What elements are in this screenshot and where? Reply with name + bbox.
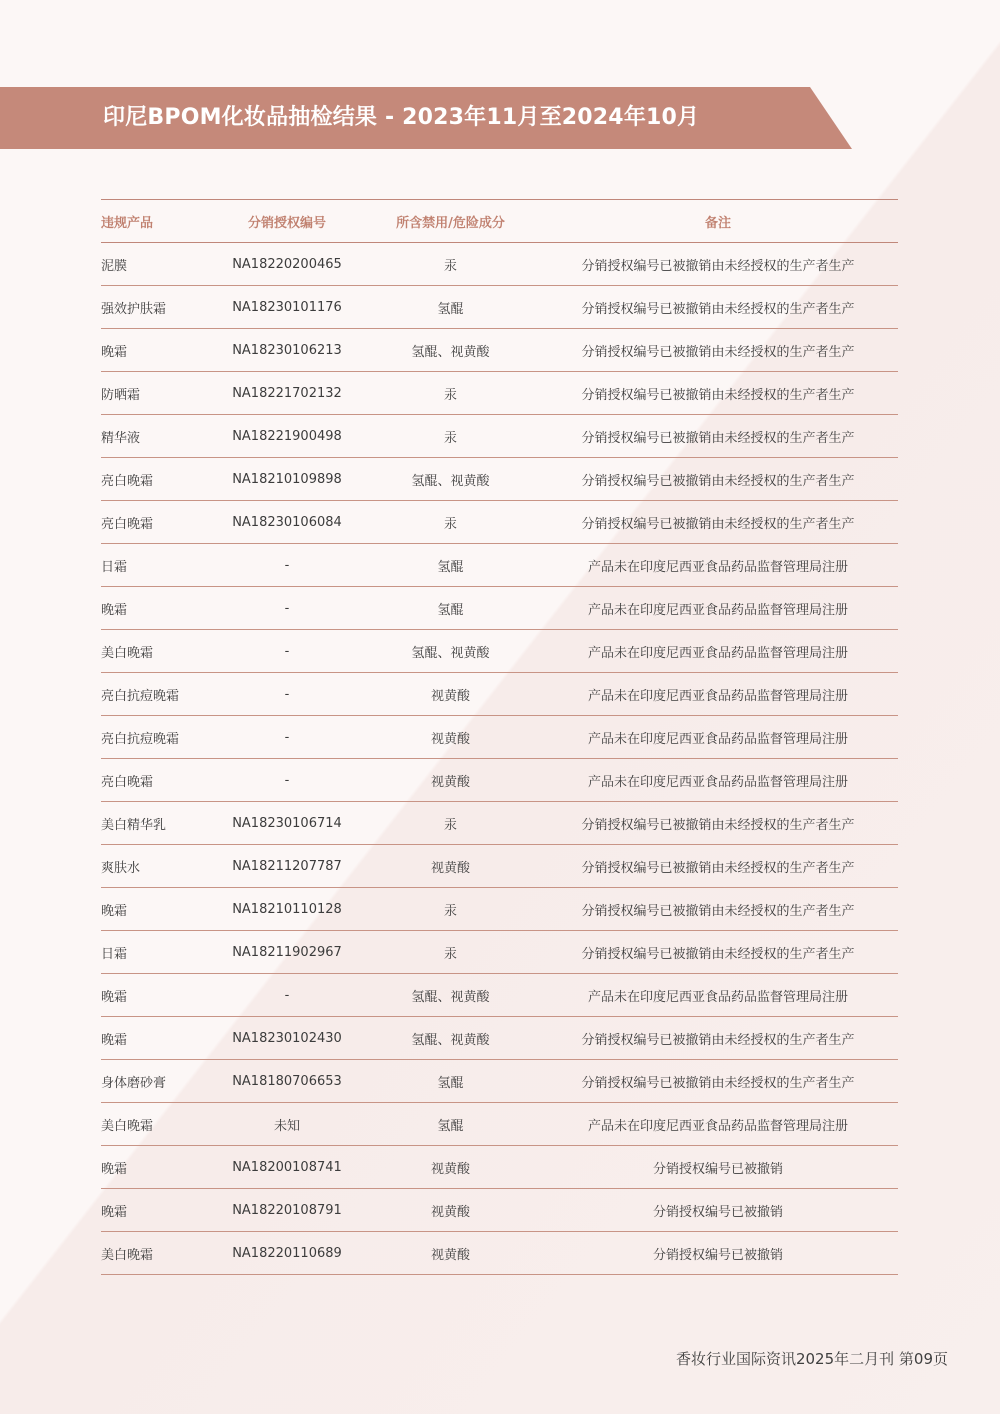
cell-product: 强效护肤霜 (101, 301, 167, 317)
cell-product: 晚霜 (101, 903, 128, 919)
cell-registration-number: NA18221702132 (232, 385, 342, 401)
table-row (101, 243, 898, 286)
cell-registration-number: 未知 (273, 1118, 300, 1134)
cell-remarks: 产品未在印度尼西亚食品药品监督管理局注册 (587, 731, 848, 747)
column-header-ingredients: 所含禁用/危险成分 (396, 215, 505, 231)
cell-ingredients: 汞 (443, 387, 457, 403)
table-row (101, 802, 898, 845)
page-footer: 香妆行业国际资讯2025年二月刊 第09页 (675, 1350, 948, 1368)
cell-product: 亮白晚霜 (101, 473, 154, 489)
results-table-container (101, 199, 898, 1275)
cell-ingredients: 氢醌 (437, 1075, 464, 1091)
cell-registration-number: NA18230101176 (232, 299, 342, 315)
cell-product: 爽肤水 (101, 860, 141, 876)
cell-product: 日霜 (101, 946, 128, 962)
cell-remarks: 产品未在印度尼西亚食品药品监督管理局注册 (587, 774, 848, 790)
cell-remarks: 分销授权编号已被撤销由未经授权的生产者生产 (581, 473, 855, 489)
cell-ingredients: 氢醌 (437, 1118, 464, 1134)
table-row (101, 1017, 898, 1060)
cell-registration-number: NA18220108791 (232, 1202, 342, 1218)
table-row (101, 458, 898, 501)
cell-registration-number: NA18210110128 (232, 901, 342, 917)
cell-ingredients: 氢醌、视黄酸 (411, 473, 490, 489)
table-row (101, 716, 898, 759)
cell-product: 日霜 (101, 559, 128, 575)
cell-ingredients: 视黄酸 (430, 688, 470, 704)
cell-remarks: 分销授权编号已被撤销 (652, 1247, 783, 1263)
cell-remarks: 分销授权编号已被撤销由未经授权的生产者生产 (581, 817, 855, 833)
table-row (101, 931, 898, 974)
cell-product: 晚霜 (101, 602, 128, 618)
cell-product: 美白晚霜 (101, 1247, 154, 1263)
cell-registration-number: NA18210109898 (232, 471, 342, 487)
cell-product: 晚霜 (101, 1161, 128, 1177)
cell-remarks: 分销授权编号已被撤销由未经授权的生产者生产 (581, 860, 855, 876)
cell-remarks: 产品未在印度尼西亚食品药品监督管理局注册 (587, 645, 848, 661)
cell-registration-number: NA18211902967 (232, 944, 342, 960)
cell-remarks: 产品未在印度尼西亚食品药品监督管理局注册 (587, 688, 848, 704)
cell-registration-number: NA18200108741 (232, 1159, 342, 1175)
cell-registration-number: - (284, 729, 290, 745)
cell-remarks: 分销授权编号已被撤销由未经授权的生产者生产 (581, 516, 855, 532)
cell-product: 美白晚霜 (101, 645, 154, 661)
cell-ingredients: 汞 (443, 903, 457, 919)
table-row (101, 372, 898, 415)
cell-product: 晚霜 (101, 344, 128, 360)
cell-registration-number: - (284, 600, 290, 616)
cell-registration-number: NA18220200465 (232, 256, 342, 272)
table-row (101, 1103, 898, 1146)
table-row (101, 974, 898, 1017)
cell-product: 晚霜 (101, 989, 128, 1005)
cell-registration-number: NA18230106714 (232, 815, 342, 831)
cell-ingredients: 汞 (443, 258, 457, 274)
cell-registration-number: - (284, 643, 290, 659)
cell-ingredients: 氢醌 (437, 559, 464, 575)
results-table (101, 199, 898, 1275)
table-row (101, 1060, 898, 1103)
cell-remarks: 分销授权编号已被撤销由未经授权的生产者生产 (581, 344, 855, 360)
cell-registration-number: NA18220110689 (232, 1245, 342, 1261)
cell-registration-number: NA18180706653 (232, 1073, 342, 1089)
cell-ingredients: 视黄酸 (430, 1161, 470, 1177)
cell-registration-number: NA18230102430 (232, 1030, 342, 1046)
cell-product: 精华液 (101, 430, 141, 446)
column-header-registration-number: 分销授权编号 (247, 215, 326, 231)
cell-ingredients: 视黄酸 (430, 774, 470, 790)
cell-registration-number: - (284, 987, 290, 1003)
table-body (101, 243, 898, 1275)
cell-remarks: 分销授权编号已被撤销 (652, 1204, 783, 1220)
table-row (101, 544, 898, 587)
cell-ingredients: 汞 (443, 430, 457, 446)
cell-product: 泥膜 (101, 258, 128, 274)
cell-remarks: 产品未在印度尼西亚食品药品监督管理局注册 (587, 1118, 848, 1134)
page-title: 印尼BPOM化妆品抽检结果 - 2023年11月至2024年10月 (103, 105, 700, 130)
cell-ingredients: 氢醌 (437, 602, 464, 618)
cell-ingredients: 视黄酸 (430, 1247, 470, 1263)
cell-product: 美白晚霜 (101, 1118, 154, 1134)
cell-ingredients: 汞 (443, 946, 457, 962)
table-row (101, 888, 898, 931)
table-row (101, 630, 898, 673)
cell-remarks: 分销授权编号已被撤销由未经授权的生产者生产 (581, 387, 855, 403)
table-row (101, 415, 898, 458)
table-row (101, 329, 898, 372)
cell-ingredients: 视黄酸 (430, 860, 470, 876)
table-row (101, 845, 898, 888)
table-row (101, 501, 898, 544)
cell-registration-number: - (284, 686, 290, 702)
cell-product: 晚霜 (101, 1032, 128, 1048)
cell-ingredients: 视黄酸 (430, 1204, 470, 1220)
cell-registration-number: - (284, 557, 290, 573)
cell-remarks: 产品未在印度尼西亚食品药品监督管理局注册 (587, 602, 848, 618)
cell-product: 亮白抗痘晚霜 (101, 731, 180, 747)
cell-ingredients: 氢醌、视黄酸 (411, 344, 490, 360)
table-row (101, 1189, 898, 1232)
column-header-remarks: 备注 (704, 215, 731, 231)
table-header-row (101, 200, 898, 243)
cell-remarks: 分销授权编号已被撤销由未经授权的生产者生产 (581, 301, 855, 317)
cell-product: 身体磨砂膏 (101, 1075, 167, 1091)
cell-product: 亮白晚霜 (101, 516, 154, 532)
cell-ingredients: 汞 (443, 516, 457, 532)
table-row (101, 759, 898, 802)
table-row (101, 286, 898, 329)
table-row (101, 587, 898, 630)
cell-ingredients: 汞 (443, 817, 457, 833)
cell-product: 晚霜 (101, 1204, 128, 1220)
cell-remarks: 分销授权编号已被撤销由未经授权的生产者生产 (581, 946, 855, 962)
cell-remarks: 分销授权编号已被撤销 (652, 1161, 783, 1177)
cell-remarks: 产品未在印度尼西亚食品药品监督管理局注册 (587, 989, 848, 1005)
cell-registration-number: - (284, 772, 290, 788)
cell-ingredients: 氢醌 (437, 301, 464, 317)
cell-product: 亮白抗痘晚霜 (101, 688, 180, 704)
cell-registration-number: NA18230106084 (232, 514, 342, 530)
table-row (101, 1232, 898, 1275)
cell-remarks: 分销授权编号已被撤销由未经授权的生产者生产 (581, 1075, 855, 1091)
cell-product: 防晒霜 (101, 387, 141, 403)
table-row (101, 673, 898, 716)
cell-remarks: 分销授权编号已被撤销由未经授权的生产者生产 (581, 430, 855, 446)
cell-remarks: 分销授权编号已被撤销由未经授权的生产者生产 (581, 1032, 855, 1048)
cell-ingredients: 视黄酸 (430, 731, 470, 747)
table-row (101, 1146, 898, 1189)
cell-ingredients: 氢醌、视黄酸 (411, 989, 490, 1005)
cell-product: 美白精华乳 (101, 817, 167, 833)
cell-remarks: 产品未在印度尼西亚食品药品监督管理局注册 (587, 559, 848, 575)
cell-ingredients: 氢醌、视黄酸 (411, 1032, 490, 1048)
cell-product: 亮白晚霜 (101, 774, 154, 790)
cell-remarks: 分销授权编号已被撤销由未经授权的生产者生产 (581, 258, 855, 274)
cell-ingredients: 氢醌、视黄酸 (411, 645, 490, 661)
column-header-product: 违规产品 (101, 215, 154, 231)
cell-remarks: 分销授权编号已被撤销由未经授权的生产者生产 (581, 903, 855, 919)
cell-registration-number: NA18221900498 (232, 428, 342, 444)
cell-registration-number: NA18211207787 (232, 858, 342, 874)
cell-registration-number: NA18230106213 (232, 342, 342, 358)
